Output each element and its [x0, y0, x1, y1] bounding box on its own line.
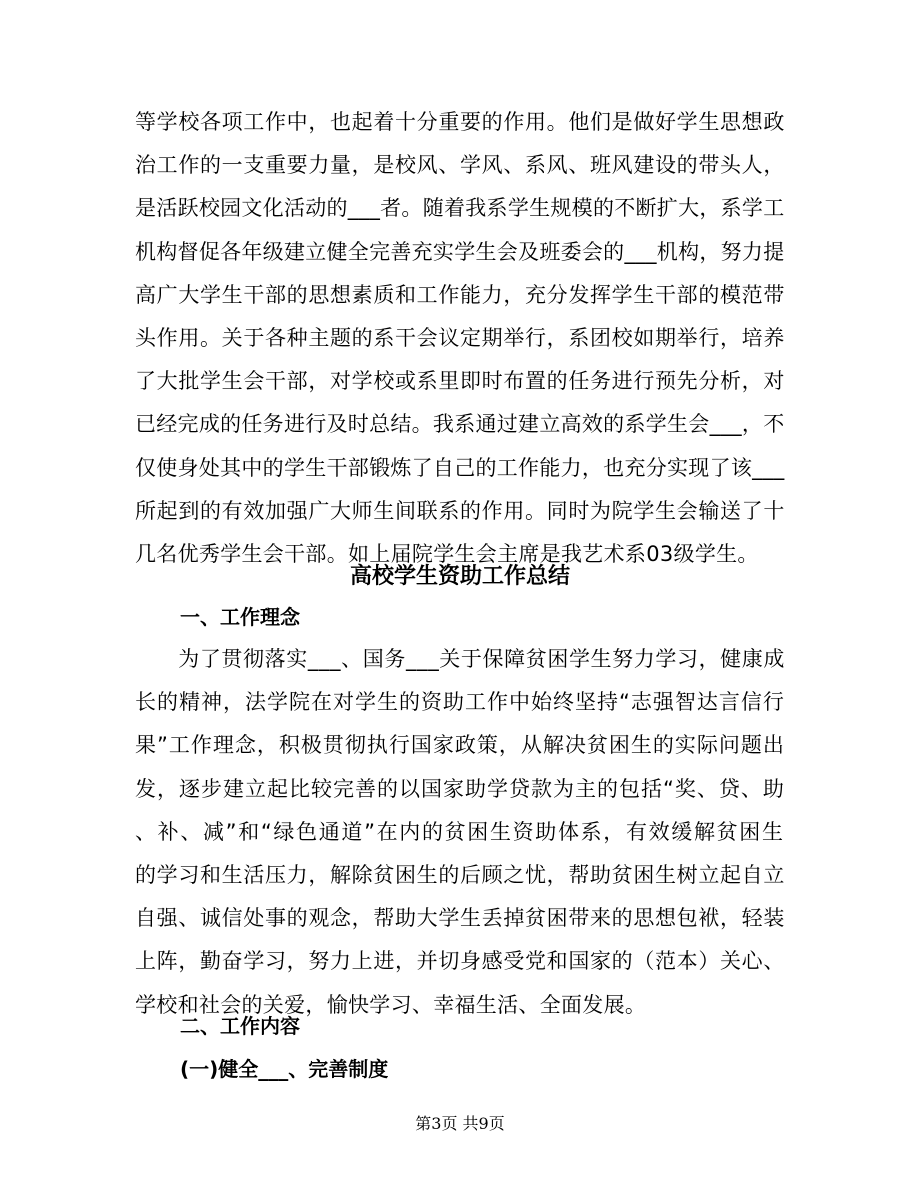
paragraph-line: 所起到的有效加强广大师生间联系的作用。同时为院学生会输送了十	[135, 498, 785, 523]
paragraph-line: 等学校各项工作中，也起着十分重要的作用。他们是做好学生思想政	[135, 110, 785, 134]
intro-paragraph	[135, 101, 785, 576]
paragraph-line: 果”工作理念，积极贯彻执行国家政策，从解决贫困生的实际问题出	[135, 733, 785, 758]
paragraph-line: 已经完成的任务进行及时总结。我系通过建立高效的系学生会___，不	[135, 412, 785, 437]
paragraph-line: 上阵，勤奋学习，努力上进，并切身感受党和国家的（范本）关心、	[135, 949, 785, 974]
paragraph-line: 的学习和生活压力，解除贫困生的后顾之忧，帮助贫困生树立起自立	[135, 862, 785, 887]
paragraph-line: 是活跃校园文化活动的___者。随着我系学生规模的不断扩大，系学工	[135, 196, 785, 221]
section-heading-concept: 一、工作理念	[180, 605, 300, 629]
section-heading-content: 二、工作内容	[180, 1014, 300, 1038]
concept-paragraph	[135, 638, 785, 1027]
paragraph-line: 、补、减”和“绿色通道”在内的贫困生资助体系，有效缓解贫困生	[135, 819, 785, 844]
paragraph-line: 仅使身处其中的学生干部锻炼了自己的工作能力，也充分实现了该___	[135, 455, 785, 480]
paragraph-line: 自强、诚信处事的观念，帮助大学生丢掉贫困带来的思想包袱，轻装	[135, 906, 785, 931]
paragraph-line: 几名优秀学生会干部。如上届院学生会主席是我艺术系03级学生。	[135, 541, 759, 566]
paragraph-line: 发，逐步建立起比较完善的以国家助学贷款为主的包括“奖、贷、助	[135, 776, 785, 801]
paragraph-line: 长的精神，法学院在对学生的资助工作中始终坚持“志强智达言信行	[135, 690, 785, 715]
paragraph-line: 机构督促各年级建立健全完善充实学生会及班委会的___机构，努力提	[135, 239, 785, 264]
document-title: 高校学生资助工作总结	[349, 563, 570, 589]
paragraph-line: 头作用。关于各种主题的系干会议定期举行，系团校如期举行，培养	[135, 325, 785, 350]
paragraph-line: 为了贯彻落实___、国务___关于保障贫困学生努力学习，健康成	[135, 647, 785, 671]
paragraph-line: 高广大学生干部的思想素质和工作能力，充分发挥学生干部的模范带	[135, 282, 785, 307]
paragraph-line: 了大批学生会干部，对学校或系里即时布置的任务进行预先分析，对	[135, 369, 785, 394]
subsection-heading: (一)健全___、完善制度	[180, 1057, 389, 1081]
paragraph-line: 学校和社会的关爱，愉快学习、幸福生活、全面发展。	[135, 992, 647, 1017]
page-number-footer: 第3页 共9页	[415, 1114, 505, 1133]
paragraph-line: 治工作的一支重要力量，是校风、学风、系风、班风建设的带头人，	[135, 153, 785, 178]
